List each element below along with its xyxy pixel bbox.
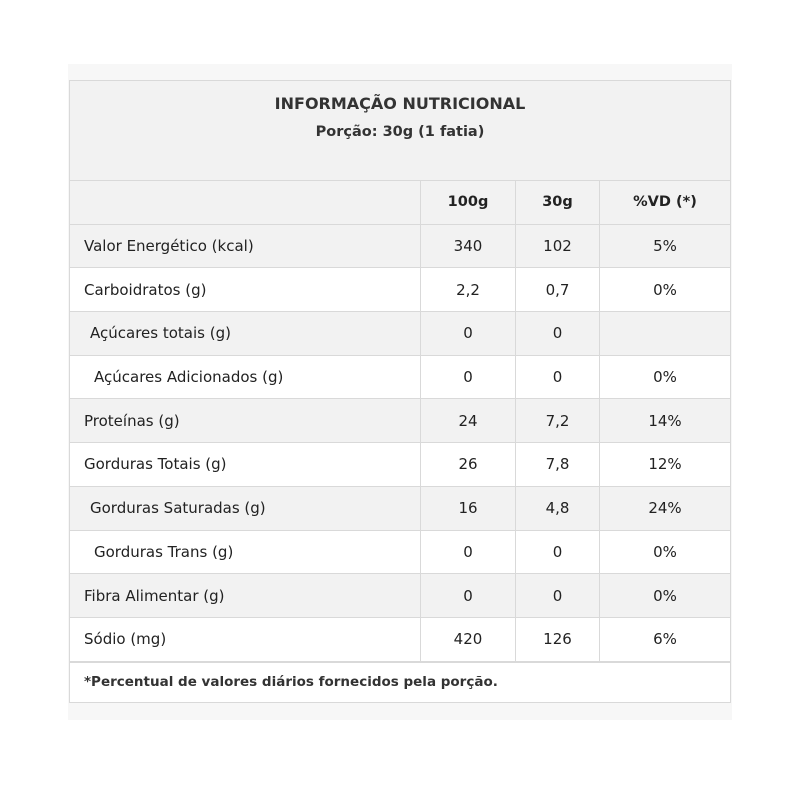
value-30g: 4,8: [516, 487, 600, 530]
nutrient-label: Sódio (mg): [70, 618, 421, 661]
value-30g: 7,8: [516, 443, 600, 486]
value-30g: 126: [516, 618, 600, 661]
value-vd: 0%: [653, 586, 677, 605]
nutrient-label: Gorduras Totais (g): [70, 443, 421, 486]
table-title: INFORMAÇÃO NUTRICIONAL: [274, 94, 526, 113]
value-30g: 0: [516, 574, 600, 617]
value-100g: 0: [421, 356, 516, 399]
table-row: [70, 531, 730, 575]
value-vd: 12%: [648, 455, 682, 474]
value-30g: 0: [516, 312, 600, 355]
column-header-row: [70, 181, 730, 225]
table-header: [70, 81, 730, 181]
table-row: [70, 574, 730, 618]
value-30g: 0: [516, 356, 600, 399]
table-row: [70, 399, 730, 443]
table-row: [70, 443, 730, 487]
value-vd: 14%: [648, 411, 682, 430]
nutrient-label: Açúcares totais (g): [70, 312, 421, 355]
table-row: [70, 356, 730, 400]
column-header-100g: 100g: [421, 181, 516, 224]
value-100g: 16: [421, 487, 516, 530]
value-100g: 0: [421, 312, 516, 355]
value-vd: 24%: [648, 499, 682, 518]
value-30g: 0: [516, 531, 600, 574]
footnote: *Percentual de valores diários fornecidos pela porção.: [70, 662, 730, 702]
value-30g: 7,2: [516, 399, 600, 442]
value-100g: 0: [421, 574, 516, 617]
column-header-label: [70, 181, 421, 224]
value-100g: 24: [421, 399, 516, 442]
table-row: [70, 312, 730, 356]
column-header-vd: %VD (*): [633, 194, 697, 211]
value-vd: 6%: [653, 630, 677, 649]
value-30g: 102: [516, 225, 600, 268]
table-row: [70, 268, 730, 312]
value-100g: 26: [421, 443, 516, 486]
value-vd: 0%: [653, 280, 677, 299]
portion-subtitle: Porção: 30g (1 fatia): [315, 124, 485, 140]
nutrient-label: Gorduras Saturadas (g): [70, 487, 421, 530]
nutrient-label: Carboidratos (g): [70, 268, 421, 311]
value-100g: 2,2: [421, 268, 516, 311]
value-vd: [600, 312, 730, 355]
value-vd: 5%: [653, 237, 677, 256]
value-vd: 0%: [653, 542, 677, 561]
nutrient-label: Gorduras Trans (g): [70, 531, 421, 574]
nutrient-label: Açúcares Adicionados (g): [70, 356, 421, 399]
table-row: [70, 225, 730, 269]
value-vd: 0%: [653, 368, 677, 387]
table-row: [70, 487, 730, 531]
value-100g: 0: [421, 531, 516, 574]
value-100g: 340: [421, 225, 516, 268]
nutrition-table: [69, 80, 731, 703]
value-30g: 0,7: [516, 268, 600, 311]
value-100g: 420: [421, 618, 516, 661]
nutrient-label: Fibra Alimentar (g): [70, 574, 421, 617]
nutrient-label: Valor Energético (kcal): [70, 225, 421, 268]
nutrient-label: Proteínas (g): [70, 399, 421, 442]
table-row: [70, 618, 730, 662]
column-header-30g: 30g: [516, 181, 600, 224]
